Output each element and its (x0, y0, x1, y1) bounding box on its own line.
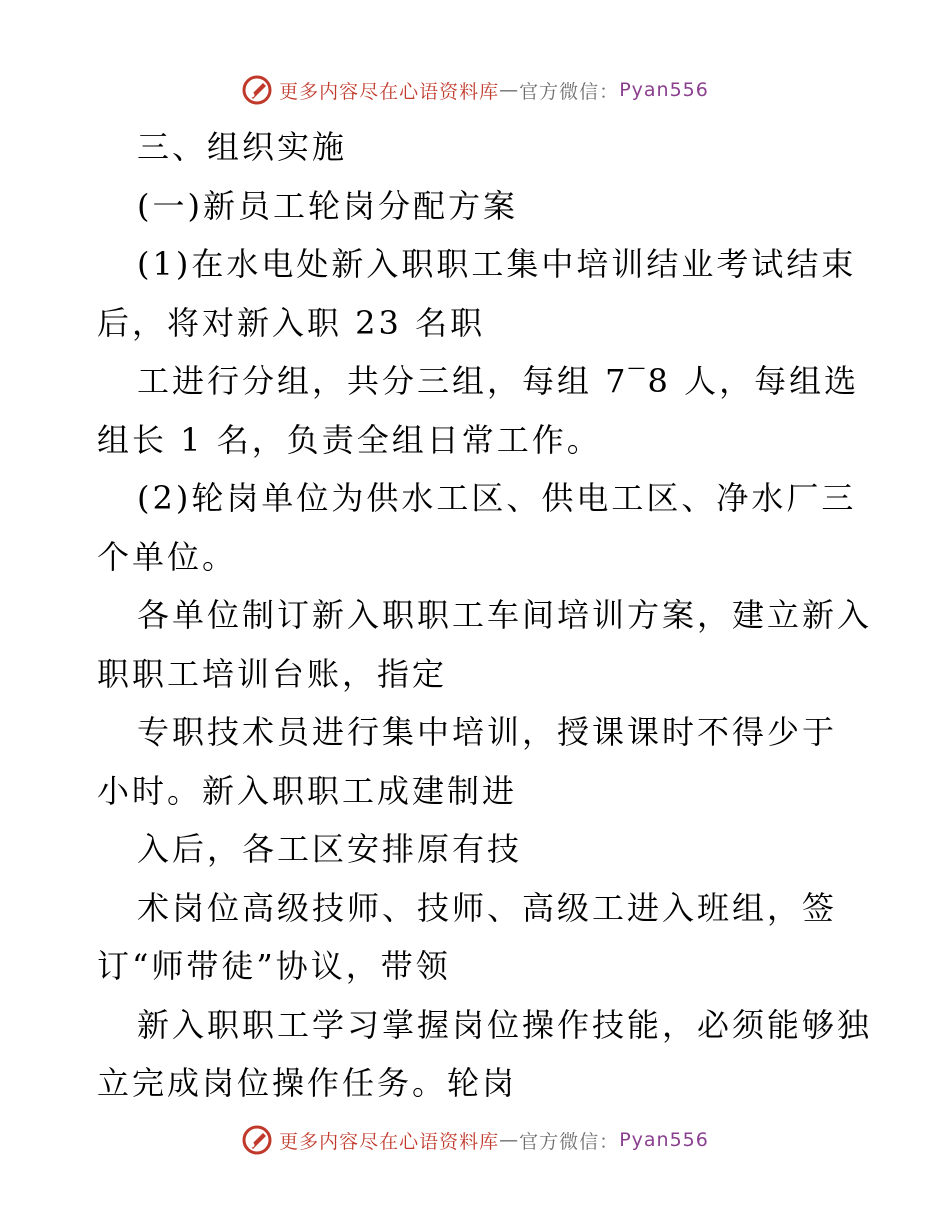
text-line: (一)新员工轮岗分配方案 (137, 186, 518, 225)
footer-banner (0, 1120, 950, 1160)
text-line: 后，将对新入职 23 名职 (97, 303, 486, 342)
text-line: 小时。新入职职工成建制进 (97, 771, 518, 810)
banner-wechat-label: 官方微信： (519, 1130, 620, 1153)
text-line: 个单位。 (97, 537, 238, 576)
text-line: 新入职职工学习掌握岗位操作技能，必须能够独 (137, 1005, 873, 1044)
logo-icon (241, 1124, 273, 1156)
text-line: 立完成岗位操作任务。轮岗 (97, 1064, 518, 1102)
text-line: (2)轮岗单位为供水工区、供电工区、净水厂三 (137, 479, 857, 517)
text-line: 专职技术员进行集中培训，授课课时不得少于 (137, 713, 838, 751)
logo-icon (241, 74, 273, 106)
banner-wechat-id: Pyan556 (619, 79, 709, 101)
banner-title: 更多内容尽在心语资料库 (279, 1130, 500, 1153)
banner-wechat-label: 官方微信： (519, 80, 620, 103)
document-body (97, 118, 873, 1113)
text-line: 三、组织实施 (137, 128, 348, 166)
text-line: 订“师带徒”协议，带领 (97, 947, 451, 985)
banner-title: 更多内容尽在心语资料库 (279, 80, 500, 103)
text-line: 术岗位高级技师、技师、高级工进入班组，签 (137, 888, 838, 927)
text-line: 工进行分组，共分三组，每组 7‾8 人，每组选 (137, 362, 860, 400)
banner-dash: — (499, 1129, 520, 1151)
text-line: 各单位制订新入职职工车间培训方案，建立新入 (137, 596, 873, 634)
text-line: (1)在水电处新入职职工集中培训结业考试结束 (137, 245, 857, 283)
text-line: 职职工培训台账，指定 (97, 654, 448, 693)
banner-wechat-id: Pyan556 (619, 1129, 709, 1151)
text-line: 入后，各工区安排原有技 (137, 830, 523, 868)
text-line: 组长 1 名，负责全组日常工作。 (97, 420, 602, 459)
banner-dash: — (499, 79, 520, 101)
header-banner (0, 70, 950, 110)
